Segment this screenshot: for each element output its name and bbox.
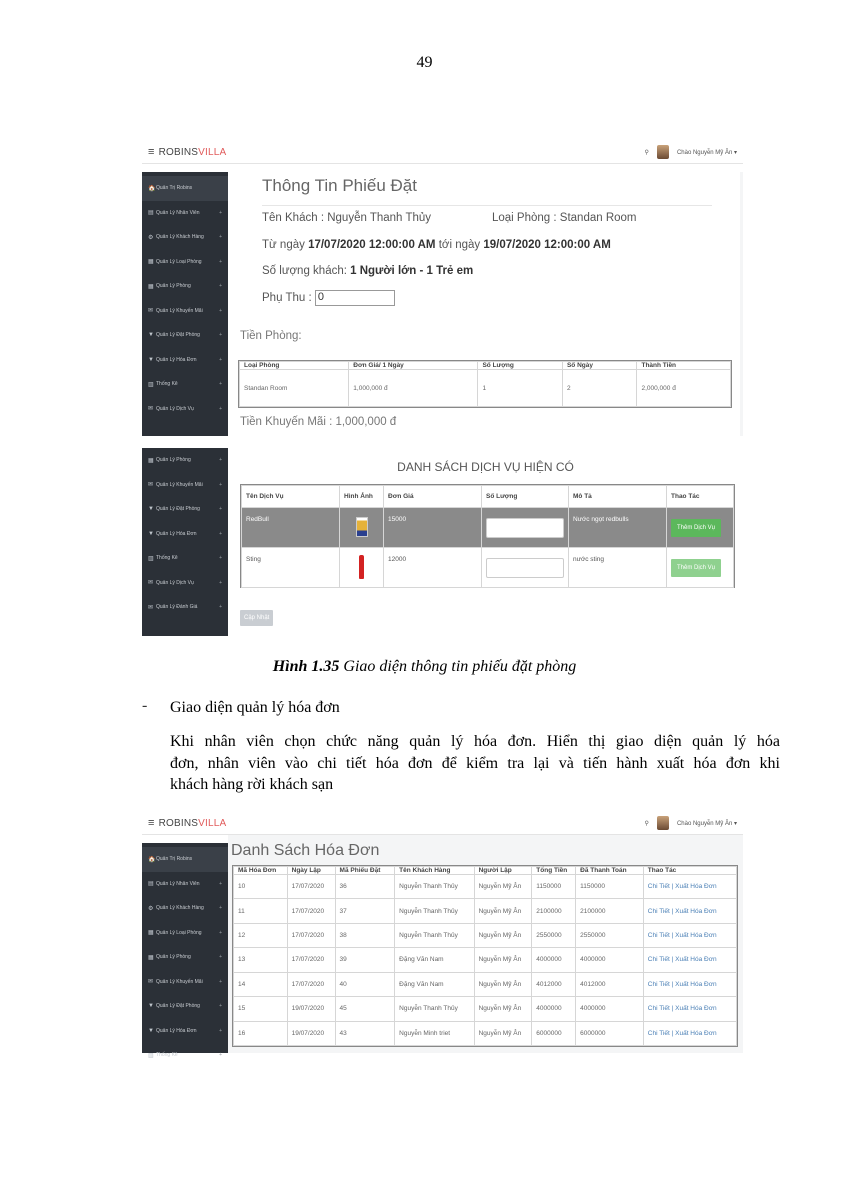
sidebar-item-quan-ly-dich-vu[interactable]: [142, 397, 228, 422]
expand-icon: +: [219, 381, 222, 388]
table-cell: 19/07/2020: [287, 1021, 335, 1045]
section-heading: Giao diện quản lý hóa đơn: [170, 699, 340, 716]
export-invoice-link[interactable]: Xuất Hóa Đơn: [675, 980, 717, 988]
expand-icon: +: [219, 506, 222, 513]
column-header: Thao Tác: [643, 867, 736, 875]
invoice-detail-link[interactable]: Chi Tiết: [647, 980, 670, 988]
column-header: Tên Khách Hàng: [395, 867, 474, 875]
caret-down-icon: ▾: [733, 820, 737, 827]
brand-logo[interactable]: ≡ ROBINSVILLA: [148, 817, 227, 829]
sidebar-item-label: Quản Lý Khuyến Mãi: [156, 481, 203, 488]
table-row: [234, 948, 737, 972]
services-title: DANH SÁCH DỊCH VỤ HIỆN CÓ: [397, 460, 574, 474]
expand-icon: +: [219, 234, 222, 241]
expand-icon: +: [219, 258, 222, 265]
table-cell: 4000000: [576, 997, 644, 1021]
table-cell: 37: [335, 899, 395, 923]
export-invoice-link[interactable]: Xuất Hóa Đơn: [675, 932, 717, 940]
sidebar-item-quan-ly-khuyen-mai[interactable]: [142, 299, 228, 324]
sidebar-item-label: Quản Lý Phòng: [156, 457, 191, 464]
top-navbar: [142, 142, 743, 164]
quantity-input[interactable]: [486, 558, 564, 578]
sidebar-item-label: Quản Lý Khách Hàng: [156, 905, 204, 912]
sidebar-item-label: Quản Lý Hóa Đơn: [156, 1027, 197, 1034]
service-price: 12000: [384, 548, 482, 588]
expand-icon: +: [219, 283, 222, 290]
page-number: 49: [416, 54, 433, 71]
bottle-icon: [359, 555, 364, 579]
invoice-detail-link[interactable]: Chi Tiết: [647, 1029, 670, 1037]
action-cell: [643, 923, 736, 947]
table-cell: 13: [234, 948, 288, 972]
content-area: [228, 835, 743, 1053]
add-service-button[interactable]: Thêm Dịch Vụ: [671, 559, 721, 577]
table-cell: Đặng Văn Nam: [395, 972, 474, 996]
invoice-detail-link[interactable]: Chi Tiết: [647, 907, 670, 915]
export-invoice-link[interactable]: Xuất Hóa Đơn: [675, 1029, 717, 1037]
content-area: [228, 172, 743, 436]
table-header-row: [240, 362, 731, 370]
table-cell: 2550000: [576, 923, 644, 947]
sidebar-item-icon: 🏠: [148, 856, 156, 863]
table-row: [234, 972, 737, 996]
sidebar-item-icon: ▦: [148, 283, 154, 290]
table-header-row: [234, 867, 737, 875]
sidebar-item-quan-ly-hoa-don[interactable]: [142, 522, 228, 547]
table-cell: 17/07/2020: [287, 899, 335, 923]
sidebar-item-label: Quản Trị Robins: [156, 185, 193, 192]
table-cell: Nguyễn Mỹ Ân: [474, 1021, 532, 1045]
sidebar-item-icon: ▼: [148, 506, 154, 513]
sidebar-item-label: Quản Lý Khách Hàng: [156, 234, 204, 241]
hamburger-icon[interactable]: ≡: [148, 817, 155, 829]
expand-icon: +: [219, 604, 222, 611]
sidebar-item-quan-ly-loai-phong[interactable]: [142, 250, 228, 275]
expand-icon: +: [219, 929, 222, 936]
sidebar-item-label: Quản Lý Dịch Vụ: [156, 579, 194, 586]
sidebar-item-quan-ly-khach-hang[interactable]: [142, 225, 228, 250]
sidebar-item-thong-ke[interactable]: [142, 546, 228, 571]
table-cell: Nguyễn Mỹ Ân: [474, 899, 532, 923]
sidebar-item-label: Thống Kê: [156, 1052, 178, 1059]
table-cell: 4000000: [532, 948, 576, 972]
sidebar-item-quan-ly-khuyen-mai[interactable]: [142, 970, 228, 995]
sidebar-item-label: Quản Lý Đánh Giá: [156, 604, 198, 611]
sidebar-item-icon: ▥: [148, 381, 154, 388]
column-header: Loại Phòng: [240, 362, 349, 370]
sidebar-item-icon: 🏠: [148, 185, 156, 192]
table-cell: 45: [335, 997, 395, 1021]
sidebar-item-label: Quản Lý Hóa Đơn: [156, 356, 197, 363]
invoice-detail-link[interactable]: Chi Tiết: [647, 932, 670, 940]
column-header: Thao Tác: [667, 486, 734, 508]
invoices-table: [232, 865, 738, 1047]
expand-icon: +: [219, 978, 222, 985]
service-description: nước sting: [569, 548, 667, 588]
table-cell: 17/07/2020: [287, 875, 335, 899]
brand-logo[interactable]: ≡ ROBINSVILLA: [148, 146, 227, 158]
avatar[interactable]: [657, 145, 669, 159]
guest-count-row: Số lượng khách: 1 Người lớn - 1 Trẻ em: [262, 265, 474, 277]
services-table: [240, 484, 735, 588]
expand-icon: +: [219, 1003, 222, 1010]
sidebar-item-icon: ⚙: [148, 234, 154, 241]
table-cell: 2: [562, 370, 637, 407]
action-cell: [643, 997, 736, 1021]
column-header: Thành Tiền: [637, 362, 731, 370]
user-greeting[interactable]: Chào Nguyễn Mỹ Ân ▾: [676, 820, 737, 827]
sidebar-item-icon: ▦: [148, 930, 154, 937]
table-cell: 2100000: [532, 899, 576, 923]
discount-row: Tiền Khuyến Mãi : 1,000,000 đ: [240, 416, 397, 428]
sidebar-item-icon: ▦: [148, 954, 154, 961]
table-row: [234, 899, 737, 923]
sidebar-item-icon: ✉: [148, 406, 154, 413]
expand-icon: +: [219, 530, 222, 537]
sidebar-item-quan-ly-khach-hang[interactable]: [142, 896, 228, 921]
quantity-input[interactable]: [486, 518, 564, 538]
sidebar-item-icon: ▥: [148, 1052, 154, 1059]
sidebar-item-label: Quản Lý Đặt Phòng: [156, 332, 200, 339]
table-cell: Nguyễn Thanh Thủy: [395, 899, 474, 923]
column-header: Số Lượng: [482, 486, 569, 508]
service-price: 15000: [384, 508, 482, 548]
expand-icon: +: [219, 555, 222, 562]
services-screenshot: [142, 448, 743, 636]
table-row: [242, 508, 734, 548]
table-cell: 17/07/2020: [287, 972, 335, 996]
table-cell: 19/07/2020: [287, 997, 335, 1021]
surcharge-input[interactable]: 0: [315, 290, 395, 306]
add-service-button[interactable]: Thêm Dịch Vụ: [671, 519, 721, 537]
column-header: Đơn Giá: [384, 486, 482, 508]
expand-icon: +: [219, 1027, 222, 1034]
update-button[interactable]: Cập Nhật: [240, 610, 273, 626]
table-cell: 12: [234, 923, 288, 947]
sidebar-item-quan-ly-danh-gia[interactable]: [142, 595, 228, 620]
sidebar-item-label: Quản Lý Đặt Phòng: [156, 1003, 200, 1010]
user-greeting[interactable]: Chào Nguyễn Mỹ Ân ▾: [676, 149, 737, 156]
table-header-row: [242, 486, 734, 508]
expand-icon: +: [219, 579, 222, 586]
sidebar-item-quan-ly-phong[interactable]: [142, 448, 228, 473]
service-image: [340, 548, 384, 588]
action-separator: |: [669, 1005, 676, 1013]
sidebar-item-label: Quản Lý Hóa Đơn: [156, 530, 197, 537]
search-icon[interactable]: ⚲: [644, 149, 649, 156]
sidebar-item-quan-ly-hoa-don[interactable]: [142, 348, 228, 373]
sidebar-item-quan-ly-dat-phong[interactable]: [142, 994, 228, 1019]
sidebar-item-icon: ▦: [148, 259, 154, 266]
export-invoice-link[interactable]: Xuất Hóa Đơn: [675, 907, 717, 915]
sidebar-item-icon: ✉: [148, 604, 154, 611]
table-cell: 4000000: [576, 948, 644, 972]
sidebar: [142, 843, 228, 1059]
expand-icon: +: [219, 905, 222, 912]
action-separator: |: [669, 980, 676, 988]
service-name: Sting: [242, 548, 340, 588]
sidebar-item-thong-ke[interactable]: [142, 1043, 228, 1068]
sidebar-item-label: Quản Lý Phòng: [156, 954, 191, 961]
expand-icon: +: [219, 481, 222, 488]
action-separator: |: [669, 932, 676, 940]
body-paragraph: Khi nhân viên chọn chức năng quản lý hóa đơn. Hiển thị giao diện quản lý hóa đơn, nhân viên vào chi tiết hóa đơn để kiểm tra lại và tiến hành xuất hóa đơn khi khách hàng rời khách sạn: [170, 733, 780, 793]
room-fee-label: Tiền Phòng:: [240, 330, 302, 342]
booking-screenshot: [142, 142, 743, 436]
action-separator: |: [669, 1029, 676, 1037]
expand-icon: +: [219, 880, 222, 887]
sidebar-item-quan-ly-loai-phong[interactable]: [142, 921, 228, 946]
table-cell: 17/07/2020: [287, 923, 335, 947]
action-separator: |: [669, 883, 676, 891]
service-description: Nước ngọt redbulls: [569, 508, 667, 548]
table-cell: 15: [234, 997, 288, 1021]
column-header: Mã Hóa Đơn: [234, 867, 288, 875]
booking-panel: [228, 172, 740, 436]
table-cell: 38: [335, 923, 395, 947]
surcharge-row: Phụ Thu : 0: [262, 290, 395, 306]
service-image: [340, 508, 384, 548]
action-separator: |: [669, 907, 676, 915]
expand-icon: +: [219, 307, 222, 314]
sidebar-item-label: Quản Lý Nhân Viên: [156, 209, 200, 216]
hamburger-icon[interactable]: ≡: [148, 146, 155, 158]
column-header: Tên Dịch Vụ: [242, 486, 340, 508]
expand-icon: +: [219, 405, 222, 412]
column-header: Mã Phiếu Đặt: [335, 867, 395, 875]
sidebar-item-icon: ▤: [148, 881, 154, 888]
action-cell: [643, 972, 736, 996]
sidebar-item-quan-ly-phong[interactable]: [142, 945, 228, 970]
quantity-cell: [482, 548, 569, 588]
service-name: RedBull: [242, 508, 340, 548]
date-range-row: Từ ngày 17/07/2020 12:00:00 AM tới ngày 19/07/2020 12:00:00 AM: [262, 239, 611, 251]
sidebar-item-quan-ly-khuyen-mai[interactable]: [142, 473, 228, 498]
sidebar-item-quan-tri-robins[interactable]: [142, 176, 228, 201]
column-header: Số Lượng: [478, 362, 563, 370]
column-header: Số Ngày: [562, 362, 637, 370]
expand-icon: +: [219, 1052, 222, 1059]
user-area: [645, 816, 737, 830]
column-header: Mô Tả: [569, 486, 667, 508]
sidebar-item-label: Quản Lý Phòng: [156, 283, 191, 290]
sidebar-item-quan-ly-dat-phong[interactable]: [142, 323, 228, 348]
page-title: Danh Sách Hóa Đơn: [231, 842, 380, 859]
sidebar-item-quan-ly-nhan-vien[interactable]: [142, 872, 228, 897]
guest-name-row: Tên Khách : Nguyễn Thanh Thủy: [262, 212, 432, 224]
avatar[interactable]: [657, 816, 669, 830]
sidebar-item-icon: ▥: [148, 555, 154, 562]
sidebar-item-icon: ▤: [148, 210, 154, 217]
column-header: Tổng Tiền: [532, 867, 576, 875]
table-cell: Nguyễn Mỹ Ân: [474, 875, 532, 899]
action-cell: [643, 948, 736, 972]
expand-icon: +: [219, 209, 222, 216]
search-icon[interactable]: ⚲: [644, 820, 649, 827]
table-row: [234, 875, 737, 899]
room-type-row: Loại Phòng : Standan Room: [492, 212, 637, 224]
action-cell: [667, 548, 734, 588]
column-header: Đơn Giá/ 1 Ngày: [349, 362, 478, 370]
table-row: [240, 370, 731, 407]
sidebar-item-icon: ▼: [148, 332, 154, 339]
table-cell: 1150000: [576, 875, 644, 899]
sidebar-item-label: Quản Lý Khuyến Mãi: [156, 978, 203, 985]
sidebar-item-icon: ▼: [148, 530, 154, 537]
action-cell: [643, 875, 736, 899]
top-navbar: [142, 813, 743, 835]
sidebar-item-quan-ly-hoa-don[interactable]: [142, 1019, 228, 1044]
table-cell: 14: [234, 972, 288, 996]
sidebar-item-quan-ly-dich-vu[interactable]: [142, 571, 228, 596]
sidebar-item-icon: ▦: [148, 457, 154, 464]
sidebar-item-quan-tri-robins[interactable]: [142, 847, 228, 872]
caret-down-icon: ▾: [733, 149, 737, 156]
sidebar-item-label: Quản Lý Loại Phòng: [156, 929, 202, 936]
sidebar-item-icon: ▼: [148, 1027, 154, 1034]
table-cell: 39: [335, 948, 395, 972]
sidebar-item-label: Quản Lý Đặt Phòng: [156, 506, 200, 513]
sidebar-item-icon: ✉: [148, 979, 154, 986]
table-cell: 4012000: [576, 972, 644, 996]
expand-icon: +: [219, 457, 222, 464]
column-header: Hình Ảnh: [340, 486, 384, 508]
sidebar-item-icon: ⚙: [148, 905, 154, 912]
table-cell: 43: [335, 1021, 395, 1045]
title-divider: [262, 205, 712, 206]
table-cell: 6000000: [532, 1021, 576, 1045]
user-area: [645, 145, 737, 159]
sidebar-item-icon: ✉: [148, 482, 154, 489]
action-cell: [667, 508, 734, 548]
table-cell: 2100000: [576, 899, 644, 923]
table-cell: 6000000: [576, 1021, 644, 1045]
sidebar-item-label: Thống Kê: [156, 555, 178, 562]
can-icon: [356, 517, 368, 537]
page-title: Thông Tin Phiếu Đặt: [262, 176, 417, 195]
table-cell: 40: [335, 972, 395, 996]
sidebar-item-quan-ly-dat-phong[interactable]: [142, 497, 228, 522]
table-cell: Nguyễn Mỹ Ân: [474, 972, 532, 996]
content-area: [228, 448, 743, 636]
table-cell: Nguyễn Mỹ Ân: [474, 948, 532, 972]
table-cell: Đặng Văn Nam: [395, 948, 474, 972]
table-cell: 11: [234, 899, 288, 923]
table-cell: 4000000: [532, 997, 576, 1021]
table-row: [234, 923, 737, 947]
invoices-screenshot: [142, 813, 743, 1059]
room-fee-table: [238, 360, 732, 408]
expand-icon: +: [219, 954, 222, 961]
sidebar-item-icon: ✉: [148, 308, 154, 315]
sidebar: [142, 448, 228, 636]
bullet-marker: -: [142, 697, 148, 714]
sidebar-item-icon: ▼: [148, 356, 154, 363]
action-cell: [643, 899, 736, 923]
table-row: [234, 997, 737, 1021]
export-invoice-link[interactable]: Xuất Hóa Đơn: [675, 956, 717, 964]
table-row: [234, 1021, 737, 1045]
invoice-detail-link[interactable]: Chi Tiết: [647, 1005, 670, 1013]
table-cell: Nguyễn Thanh Thủy: [395, 923, 474, 947]
sidebar-item-quan-ly-nhan-vien[interactable]: [142, 201, 228, 226]
sidebar: [142, 172, 228, 436]
sidebar-item-label: Quản Lý Khuyến Mãi: [156, 307, 203, 314]
table-cell: 1: [478, 370, 563, 407]
figure-caption: Hình 1.35 Giao diện thông tin phiếu đặt phòng: [272, 658, 577, 675]
action-cell: [643, 1021, 736, 1045]
table-cell: 4012000: [532, 972, 576, 996]
sidebar-item-label: Quản Lý Nhân Viên: [156, 880, 200, 887]
table-row: [242, 548, 734, 588]
expand-icon: +: [219, 332, 222, 339]
quantity-cell: [482, 508, 569, 548]
table-cell: 16: [234, 1021, 288, 1045]
table-cell: Nguyễn Minh triet: [395, 1021, 474, 1045]
table-cell: Nguyễn Thanh Thủy: [395, 875, 474, 899]
invoice-detail-link[interactable]: Chi Tiết: [647, 956, 670, 964]
table-cell: 2550000: [532, 923, 576, 947]
sidebar-item-label: Quản Trị Robins: [156, 856, 193, 863]
export-invoice-link[interactable]: Xuất Hóa Đơn: [675, 1005, 717, 1013]
column-header: Ngày Lập: [287, 867, 335, 875]
table-cell: 1150000: [532, 875, 576, 899]
invoice-detail-link[interactable]: Chi Tiết: [647, 883, 670, 891]
expand-icon: +: [219, 356, 222, 363]
sidebar-item-label: Quản Lý Loại Phòng: [156, 258, 202, 265]
action-separator: |: [669, 956, 676, 964]
table-cell: Nguyễn Thanh Thủy: [395, 997, 474, 1021]
column-header: Người Lập: [474, 867, 532, 875]
sidebar-item-label: Thống Kê: [156, 381, 178, 388]
table-cell: 2,000,000 đ: [637, 370, 731, 407]
table-cell: 1,000,000 đ: [349, 370, 478, 407]
table-cell: 36: [335, 875, 395, 899]
sidebar-item-label: Quản Lý Dịch Vụ: [156, 405, 194, 412]
sidebar-item-quan-ly-phong[interactable]: [142, 274, 228, 299]
table-cell: Standan Room: [240, 370, 349, 407]
table-cell: Nguyễn Mỹ Ân: [474, 923, 532, 947]
export-invoice-link[interactable]: Xuất Hóa Đơn: [675, 883, 717, 891]
table-cell: 10: [234, 875, 288, 899]
sidebar-item-icon: ▼: [148, 1003, 154, 1010]
table-cell: Nguyễn Mỹ Ân: [474, 997, 532, 1021]
table-cell: 17/07/2020: [287, 948, 335, 972]
column-header: Đã Thanh Toán: [576, 867, 644, 875]
sidebar-item-icon: ✉: [148, 580, 154, 587]
sidebar-item-thong-ke[interactable]: [142, 372, 228, 397]
